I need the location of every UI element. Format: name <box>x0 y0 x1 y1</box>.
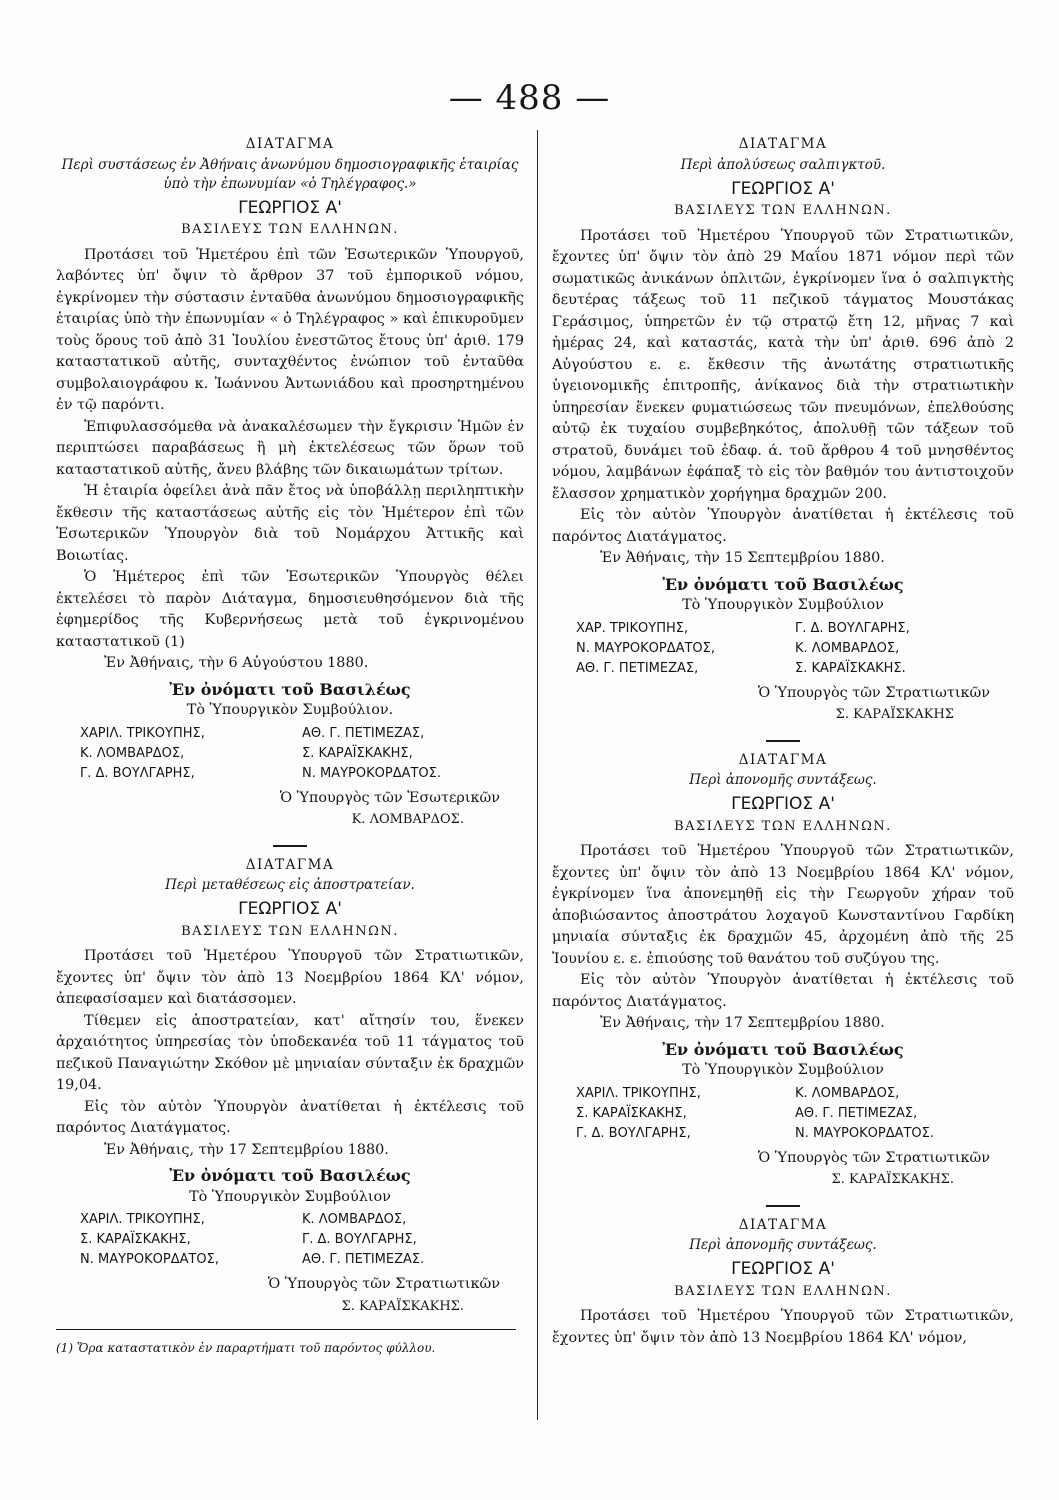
dateline: Ἐν Ἀθήναις, τὴν 15 Σεπτεμβρίου 1880. <box>600 550 885 566</box>
king-title: ΓΕΩΡΓΙΟΣ Α' <box>731 178 835 199</box>
decree-paragraph: Προτάσει τοῦ Ἡμετέρου Ὑπουργοῦ τῶν Στρατιωτικῶν, ἔχοντες ὑπ' ὄψιν τὸν ἀπὸ 13 Νοεμβρίου 1864 ΚΛ' νόμον, <box>552 1308 1014 1346</box>
signatory: ΑΘ. Γ. ΠΕΤΙΜΕΖΑΣ, <box>302 725 425 741</box>
signatory: Γ. Δ. ΒΟΥΛΓΑΡΗΣ, <box>576 1125 691 1141</box>
decree-subject: Περὶ ἀπονομῆς συντάξεως. <box>689 772 877 788</box>
decree-paragraph: Προτάσει τοῦ Ἡμετέρου ἐπὶ τῶν Ἐσωτερικῶν Ὑπουργοῦ, λαβόντες ὑπ' ὄψιν τὸ ἄρθρον 37 τοῦ ἐμπορικοῦ νόμου, ἐγκρίνομεν τὴν σύστασιν ἐνταῦθα ἀνωνύμου δημοσιογραφικῆς ἑταιρίας ὑπὸ τὴν ἐπωνυμίαν « ὁ Τηλέγραφος » καὶ ἐπικυροῦμεν τοὺς ὅρους τοῦ ἀπὸ 31 Ἰουλίου ἐνεστῶτος ἔτους ὑπ' ἀριθ. 179 καταστατικοῦ αὐτῆς, συνταχθέντος ἐνώπιον τοῦ ἐνταῦθα συμβολαιογράφου κ. Ἰωάννου Ἀντωνιάδου καὶ προσηρτημένου ἐν τῷ παρόντι. <box>56 246 524 413</box>
signatory: Ν. ΜΑΥΡΟΚΟΡΔΑΤΟΣ. <box>795 1125 935 1141</box>
signatory: Κ. ΛΟΜΒΑΡΔΟΣ, <box>80 745 185 761</box>
minister-title: Ὁ Ὑπουργὸς τῶν Στρατιωτικῶν <box>267 1276 500 1292</box>
signatory: Ν. ΜΑΥΡΟΚΟΡΔΑΤΟΣ. <box>302 765 442 781</box>
signatory: ΧΑΡ. ΤΡΙΚΟΥΠΗΣ, <box>576 620 689 636</box>
signatory: Γ. Δ. ΒΟΥΛΓΑΡΗΣ, <box>795 620 910 636</box>
decree-paragraph: Προτάσει τοῦ Ἡμετέρου Ὑπουργοῦ τῶν Στρατιωτικῶν, ἔχοντες ὑπ' ὄψιν τὸν ἀπὸ 13 Νοεμβρίου 1864 ΚΛ' νόμον, ἐγκρίνομεν ἵνα ἀπονεμηθῇ εἰς τὴν Γεωργοῦν χήραν τοῦ ἀποβιώσαντος ἀποστράτου λοχαγοῦ Κωνσταντίνου Γαρδίκη μηνιαία σύνταξις ἐκ δραχμῶν 45, ἀρχομένη ἀπὸ τῆς 25 Ἰουνίου ε. ε. ἐπιούσης τοῦ θανάτου τοῦ συζύγου της. <box>552 843 1014 967</box>
in-name-of-king: Ἐν ὀνόματι τοῦ Βασιλέως <box>169 679 411 699</box>
signatory: ΑΘ. Γ. ΠΕΤΙΜΕΖΑΣ, <box>576 660 699 676</box>
signatories <box>576 1084 1014 1144</box>
signatory: Σ. ΚΑΡΑΪΣΚΑΚΗΣ, <box>80 1232 191 1247</box>
decree-telegraph-company <box>56 134 524 831</box>
decree-paragraph: Εἰς τὸν αὐτὸν Ὑπουργὸν ἀνατίθεται ἡ ἐκτέλεσις τοῦ παρόντος Διατάγματος. <box>56 1098 524 1136</box>
decree-heading: ΔΙΑΤΑΓΜΑ <box>738 136 828 152</box>
signatory: Σ. ΚΑΡΑΪΣΚΑΚΗΣ, <box>302 745 413 761</box>
signatory: Σ. ΚΑΡΑΪΣΚΑΚΗΣ. <box>795 660 906 676</box>
section-rule <box>273 845 307 847</box>
decree-heading: ΔΙΑΤΑΓΜΑ <box>245 856 335 873</box>
signatory: Κ. ΛΟΜΒΑΡΔΟΣ, <box>795 640 900 656</box>
in-name-of-king: Ἐν ὀνόματι τοῦ Βασιλέως <box>662 574 904 594</box>
signatory: Κ. ΛΟΜΒΑΡΔΟΣ, <box>795 1085 900 1101</box>
decree-subject: Περὶ ἀπολύσεως σαλπιγκτοῦ. <box>680 156 886 173</box>
council-label: Τὸ Ὑπουργικὸν Συμβούλιον <box>189 1188 391 1205</box>
kingdom-title: ΒΑΣΙΛΕΥΣ ΤΩΝ ΕΛΛΗΝΩΝ. <box>674 1283 892 1299</box>
decree-paragraph: Ὁ Ἡμέτερος ἐπὶ τῶν Ἐσωτερικῶν Ὑπουργὸς θέλει ἐκτελέσει τὸ παρὸν Διάταγμα, δημοσιευθησόμενον διὰ τῆς ἐφημερίδος τῆς Κυβερνήσεως μετὰ τοῦ ἐγκρινομένου καταστατικοῦ (1) <box>56 569 524 650</box>
council-label: Τὸ Ὑπουργικὸν Συμβούλιον <box>682 1062 884 1078</box>
king-title: ΓΕΩΡΓΙΟΣ Α' <box>731 1259 835 1279</box>
in-name-of-king: Ἐν ὀνόματι τοῦ Βασιλέως <box>169 1166 411 1185</box>
council-label: Τὸ Ὑπουργικὸν Συμβούλιον. <box>186 702 394 718</box>
signatory: Γ. Δ. ΒΟΥΛΓΑΡΗΣ, <box>302 1232 417 1247</box>
minister-name: Σ. ΚΑΡΑΪΣΚΑΚΗΣ. <box>341 1298 464 1314</box>
signatory: ΑΘ. Γ. ΠΕΤΙΜΕΖΑΣ. <box>302 1252 425 1267</box>
decree-paragraph: Τίθεμεν εἰς ἀποστρατείαν, κατ' αἴτησίν του, ἕνεκεν ἀρχαιότητος ὑπηρεσίας τὸν ὑποδεκανέα τοῦ 11 τάγματος τοῦ πεζικοῦ Παναγιώτην Σκόθον μὲ μηνιαίαν σύνταξιν ἐκ δραχμῶν 19,04. <box>56 1012 524 1093</box>
minister-title: Ὁ Ὑπουργὸς τῶν Στρατιωτικῶν <box>757 1149 990 1166</box>
kingdom-title: ΒΑΣΙΛΕΥΣ ΤΩΝ ΕΛΛΗΝΩΝ. <box>181 222 399 237</box>
king-title: ΓΕΩΡΓΙΟΣ Α' <box>238 197 342 218</box>
signatory: ΧΑΡΙΛ. ΤΡΙΚΟΥΠΗΣ, <box>80 725 205 741</box>
council-label: Τὸ Ὑπουργικὸν Συμβούλιον <box>682 597 884 613</box>
minister-title: Ὁ Ὑπουργὸς τῶν Στρατιωτικῶν <box>757 684 990 701</box>
signatory: ΧΑΡΙΛ. ΤΡΙΚΟΥΠΗΣ, <box>576 1085 701 1101</box>
footnote: (1) Ὅρα καταστατικὸν ἐν παραρτήματι τοῦ παρόντος φύλλου. <box>56 1341 436 1355</box>
signatory: Ν. ΜΑΥΡΟΚΟΡΔΑΤΟΣ, <box>80 1252 220 1267</box>
decree-paragraph: Ἐπιφυλασσόμεθα νὰ ἀνακαλέσωμεν τὴν ἔγκρισιν Ἡμῶν ἐν περιπτώσει παραβάσεως ἢ μὴ ἐκτελέσεως τῶν ὅρων τοῦ καταστατικοῦ αὐτῆς, ἄνευ βλάβης τῶν δικαιωμάτων τρίτων. <box>56 418 524 478</box>
signatory: Κ. ΛΟΜΒΑΡΔΟΣ, <box>302 1212 407 1227</box>
decree-paragraph: Προτάσει τοῦ Ἡμετέρου Ὑπουργοῦ τῶν Στρατιωτικῶν, ἔχοντες ὑπ' ὄψιν τὸν ἀπὸ 29 Μαΐου 1871 νόμον περὶ τῶν σωματικῶς ἀνικάνων ὁπλιτῶν, ἐγκρίνομεν ἵνα ὁ σαλπιγκτὴς δευτέρας τάξεως τοῦ 11 πεζικοῦ τάγματος Μουστάκας Γεράσιμος, ὑπηρετῶν ἐν τῷ στρατῷ ἔτη 12, μῆνας 7 καὶ ἡμέρας 24, καὶ καταστάς, κατὰ τὴν ὑπ' ἀριθ. 696 ἀπὸ 2 Αὐγούστου ε. ε. ἔκθεσιν τῆς ἀνωτάτης στρατιωτικῆς ὑγειονομικῆς ἐπιτροπῆς, ἀνίκανος διὰ τὴν στρατιωτικὴν ὑπηρεσίαν ἕνεκεν φυματιώσεως τῶν πνευμόνων, ἐπελθούσης αὐτῷ ἐκ τυχαίου συμβεβηκότος, ἀπολυθῇ τῶν τάξεων τοῦ στρατοῦ, δυνάμει τοῦ ἐδαφ. ά. τοῦ ἄρθρου 4 τοῦ μνησθέντος νόμου, λαμβάνων ἐφάπαξ τὸ εἰς τὸν βαθμόν του ἀντιστοιχοῦν ἔλασσον χρηματικὸν χορήγημα δραχμῶν 200. <box>552 227 1014 502</box>
signatory: Ν. ΜΑΥΡΟΚΟΡΔΑΤΟΣ, <box>576 640 716 656</box>
decree-pension-widow <box>552 750 1014 1191</box>
decree-heading: ΔΙΑΤΑΓΜΑ <box>245 136 335 152</box>
page-number: — 488 — <box>448 78 611 118</box>
in-name-of-king: Ἐν ὀνόματι τοῦ Βασιλέως <box>662 1039 904 1059</box>
king-title: ΓΕΩΡΓΙΟΣ Α' <box>238 899 342 919</box>
signatories <box>80 724 524 784</box>
minister-name: Κ. ΛΟΜΒΑΡΔΟΣ. <box>351 812 464 827</box>
dateline: Ἐν Ἀθήναις, τὴν 17 Σεπτεμβρίου 1880. <box>104 1141 389 1158</box>
minister-name: Σ. ΚΑΡΑΪΣΚΑΚΗΣ <box>835 707 954 722</box>
right-column <box>552 126 1014 1466</box>
kingdom-title: ΒΑΣΙΛΕΥΣ ΤΩΝ ΕΛΛΗΝΩΝ. <box>674 203 892 218</box>
decree-subject: Περὶ συστάσεως ἐν Ἀθήναις ἀνωνύμου δημοσιογραφικῆς ἑταιρίας ὑπὸ τὴν ἐπωνυμίαν «ὁ Τηλέγραφος.» <box>61 156 519 192</box>
decree-heading: ΔΙΑΤΑΓΜΑ <box>738 1216 828 1233</box>
section-rule <box>766 1205 800 1207</box>
signatories <box>576 619 1014 679</box>
minister-name: Σ. ΚΑΡΑΪΣΚΑΚΗΣ. <box>831 1172 954 1187</box>
left-column <box>56 126 524 1466</box>
signatory: Γ. Δ. ΒΟΥΛΓΑΡΗΣ, <box>80 765 195 781</box>
dateline: Ἐν Ἀθήναις, τὴν 6 Αὐγούστου 1880. <box>104 655 369 671</box>
signatory: Σ. ΚΑΡΑΪΣΚΑΚΗΣ, <box>576 1105 687 1121</box>
kingdom-title: ΒΑΣΙΛΕΥΣ ΤΩΝ ΕΛΛΗΝΩΝ. <box>181 923 399 939</box>
signatory: ΧΑΡΙΛ. ΤΡΙΚΟΥΠΗΣ, <box>80 1212 205 1227</box>
king-title: ΓΕΩΡΓΙΟΣ Α' <box>731 794 835 814</box>
section-rule <box>766 740 800 742</box>
decree-paragraph: Εἰς τὸν αὐτὸν Ὑπουργὸν ἀνατίθεται ἡ ἐκτέλεσις τοῦ παρόντος Διατάγματος. <box>552 507 1014 545</box>
decree-paragraph: Προτάσει τοῦ Ἡμετέρου Ὑπουργοῦ τῶν Στρατιωτικῶν, ἔχοντες ὑπ' ὄψιν τὸν ἀπὸ 13 Νοεμβρίου 1864 ΚΛ' νόμον, ἀπεφασίσαμεν καὶ διατάσσομεν. <box>56 948 524 1007</box>
decree-subject: Περὶ ἀπονομῆς συντάξεως. <box>689 1237 877 1253</box>
decree-retirement <box>56 855 524 1318</box>
decree-subject: Περὶ μεταθέσεως εἰς ἀποστρατείαν. <box>165 877 415 893</box>
dateline: Ἐν Ἀθήναις, τὴν 17 Σεπτεμβρίου 1880. <box>600 1015 885 1031</box>
signatory: ΑΘ. Γ. ΠΕΤΙΜΕΖΑΣ, <box>795 1105 918 1121</box>
decree-heading: ΔΙΑΤΑΓΜΑ <box>738 751 828 768</box>
minister-title: Ὁ Ὑπουργὸς τῶν Ἐσωτερικῶν <box>279 789 500 806</box>
decree-paragraph: Εἰς τὸν αὐτὸν Ὑπουργὸν ἀνατίθεται ἡ ἐκτέλεσις τοῦ παρόντος Διατάγματος. <box>552 972 1014 1010</box>
column-divider <box>537 130 538 1420</box>
decree-paragraph: Ἡ ἑταιρία ὀφείλει ἀνὰ πᾶν ἔτος νὰ ὑποβάλλῃ περιληπτικὴν ἔκθεσιν τῆς καταστάσεως αὐτῆς εἰς τὸν Ἡμέτερον ἐπὶ τῶν Ἐσωτερικῶν Ὑπουργὸν διὰ τοῦ Νομάρχου Ἀττικῆς καὶ Βοιωτίας. <box>56 483 524 564</box>
decree-bugler-discharge <box>552 134 1014 726</box>
footnote-rule <box>56 1329 516 1330</box>
kingdom-title: ΒΑΣΙΛΕΥΣ ΤΩΝ ΕΛΛΗΝΩΝ. <box>674 818 892 834</box>
signatories <box>80 1210 524 1270</box>
decree-pension-continued <box>552 1215 1014 1350</box>
